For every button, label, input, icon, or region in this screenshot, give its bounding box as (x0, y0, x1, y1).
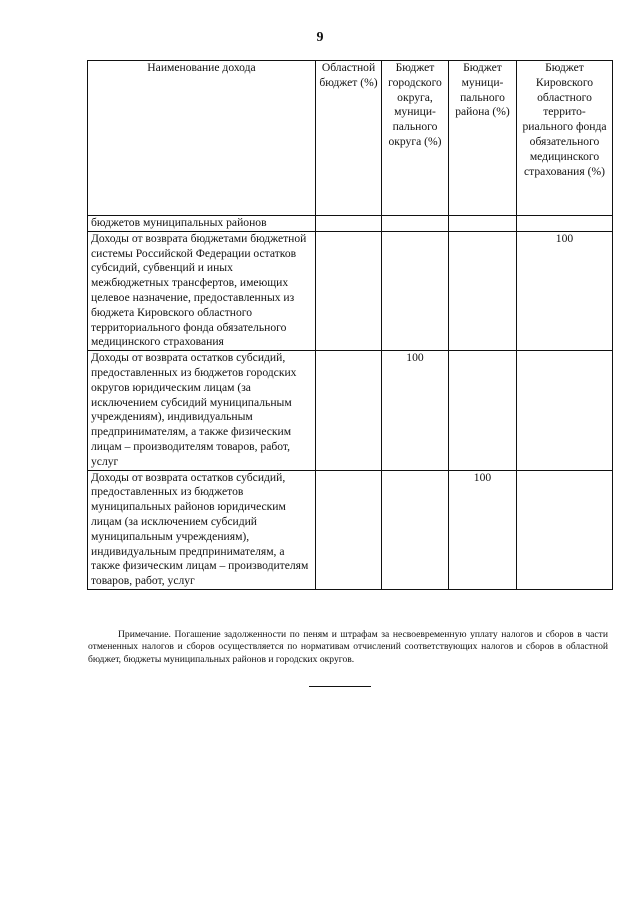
header-regional-budget: Областной бюджет (%) (316, 61, 382, 216)
table-row (88, 216, 613, 232)
header-municipal-budget: Бюджет муници-пального района (%) (449, 61, 517, 216)
table-row (88, 351, 613, 470)
revenue-distribution-table (87, 60, 613, 590)
fund-value-cell (517, 470, 613, 589)
regional-value-cell (316, 231, 382, 350)
municipal-value-cell (449, 231, 517, 350)
revenue-name-cell: Доходы от возврата бюджетами бюджетной системы Российской Федерации остатков субсидий, субвенций и иных межбюджетных трансфертов, имеющих целевое назначение, предоставленных из бюджета Кировского областного территориального фонда обязательного медицинского страхования (88, 231, 316, 350)
city-value-cell (382, 470, 449, 589)
header-insurance-fund-budget: Бюджет Кировского областного террито-риального фонда обязательного медицинского страхования (%) (517, 61, 613, 216)
page-number: 9 (316, 30, 324, 45)
revenue-name-cell: бюджетов муниципальных районов (88, 216, 316, 232)
fund-value-cell (517, 351, 613, 470)
city-value-cell (382, 216, 449, 232)
city-value-cell: 100 (382, 351, 449, 470)
table-row (88, 231, 613, 350)
revenue-name-cell: Доходы от возврата остатков субсидий, предоставленных из бюджетов городских округов юридическим лицам (за исключением субсидий муниципальным учреждениям), индивидуальным предпринимателям, а также физическим лицам – производителям товаров, работ, услуг (88, 351, 316, 470)
revenue-name-cell: Доходы от возврата остатков субсидий, предоставленных из бюджетов муниципальных районов юридическим лицам (за исключением субсидий муниципальным учреждениям), индивидуальным предпринимателям, а также физическим лицам – производителям товаров, работ, услуг (88, 470, 316, 589)
table-row (88, 470, 613, 589)
footnote: Примечание. Погашение задолженности по пеням и штрафам за несвоевременную уплату налогов и сборов в части отмененных налогов и сборов осуществляется по нормативам отчислений соответствующих налогов и сборов в областной бюджет, бюджеты муниципальных районов и городских округов. (88, 629, 608, 665)
header-city-budget: Бюджет городского округа, муници-пального округа (%) (382, 61, 449, 216)
municipal-value-cell: 100 (449, 470, 517, 589)
fund-value-cell: 100 (517, 231, 613, 350)
regional-value-cell (316, 470, 382, 589)
end-rule (309, 686, 371, 687)
header-revenue-name: Наименование дохода (88, 61, 316, 216)
regional-value-cell (316, 216, 382, 232)
municipal-value-cell (449, 351, 517, 470)
fund-value-cell (517, 216, 613, 232)
table-header-row (88, 61, 613, 216)
city-value-cell (382, 231, 449, 350)
municipal-value-cell (449, 216, 517, 232)
regional-value-cell (316, 351, 382, 470)
